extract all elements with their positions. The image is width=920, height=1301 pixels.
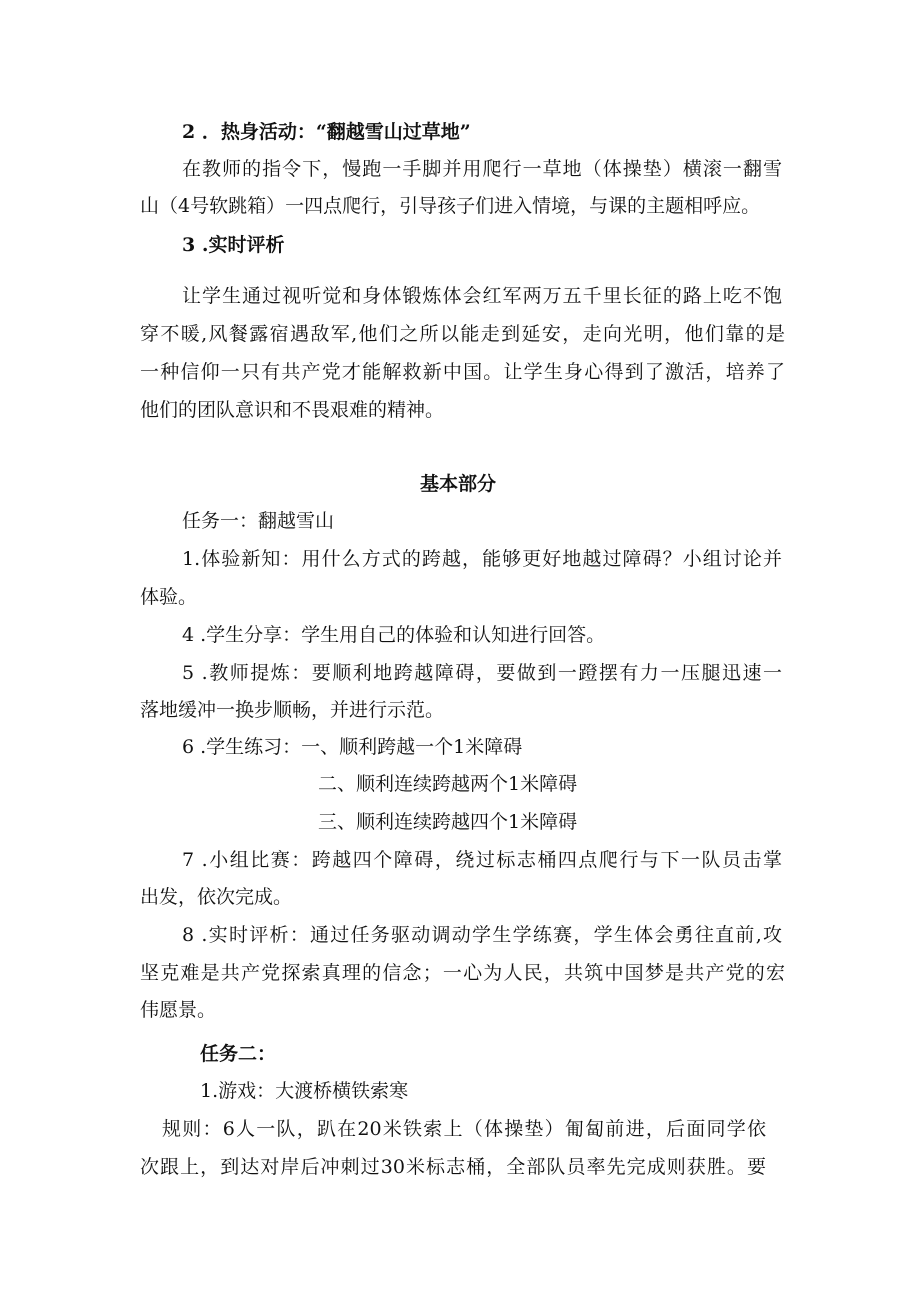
item5-line-2: 落地缓冲一换步顺畅，并进行示范。 (140, 699, 445, 721)
evaluation-line-2: 穿不暖,风餐露宿遇敌军,他们之所以能走到延安，走向光明，他们靠的是 (140, 323, 785, 345)
warmup-line-2: 山（4号软跳箱）一四点爬行，引导孩子们进入情境，与课的主题相呼应。 (140, 195, 761, 217)
item6-line-1: 6 .学生练习：一、顺利跨越一个1米障碍 (182, 736, 523, 758)
evaluation-line-1: 让学生通过视听觉和身体锻炼体会红军两万五千里长征的路上吃不饱 (182, 285, 782, 307)
item1-line-1: 1.体验新知：用什么方式的跨越，能够更好地越过障碍？小组讨论并 (182, 548, 782, 570)
item5-line-1: 5 .教师提炼：要顺利地跨越障碍，要做到一蹬摆有力一压腿迅速一 (182, 662, 782, 684)
evaluation-line-3: 一种信仰一只有共产党才能解救新中国。让学生身心得到了激活，培养了 (140, 361, 785, 383)
evaluation-line-4: 他们的团队意识和不畏艰难的精神。 (140, 399, 445, 421)
warmup-line-1: 在教师的指令下，慢跑一手脚并用爬行一草地（体操垫）横滚一翻雪 (182, 158, 782, 180)
item6-line-3: 三、顺利连续跨越四个1米障碍 (318, 811, 578, 833)
game-title: 1.游戏：大渡桥横铁索寒 (200, 1080, 409, 1102)
item8-line-2: 坚克难是共产党探索真理的信念；一心为人民，共筑中国梦是共产党的宏 (140, 962, 785, 984)
evaluation-heading: 3 .实时评析 (182, 234, 285, 256)
item8-line-1: 8 .实时评析：通过任务驱动调动学生学练赛，学生体会勇往直前,攻 (182, 924, 782, 946)
warmup-heading: 2 ．热身活动：“翻越雪山过草地” (182, 121, 471, 143)
task1-title: 任务一：翻越雪山 (182, 510, 335, 532)
item7-line-2: 出发，依次完成。 (140, 886, 293, 908)
item4-line: 4 .学生分享：学生用自己的体验和认知进行回答。 (182, 624, 606, 646)
item6-line-2: 二、顺利连续跨越两个1米障碍 (318, 773, 578, 795)
item7-line-1: 7 .小组比赛：跨越四个障碍，绕过标志桶四点爬行与下一队员击掌 (182, 849, 782, 871)
item8-line-3: 伟愿景。 (140, 999, 217, 1021)
basic-part-heading: 基本部分 (420, 473, 497, 495)
task2-title: 任务二： (200, 1043, 277, 1065)
rules-line-1: 规则：6人一队，趴在20米铁索上（体操垫）匍匐前进，后面同学依 (162, 1118, 766, 1140)
item1-line-2: 体验。 (140, 586, 198, 608)
rules-line-2: 次跟上，到达对岸后冲刺过30米标志桶，全部队员率先完成则获胜。要 (140, 1156, 766, 1178)
